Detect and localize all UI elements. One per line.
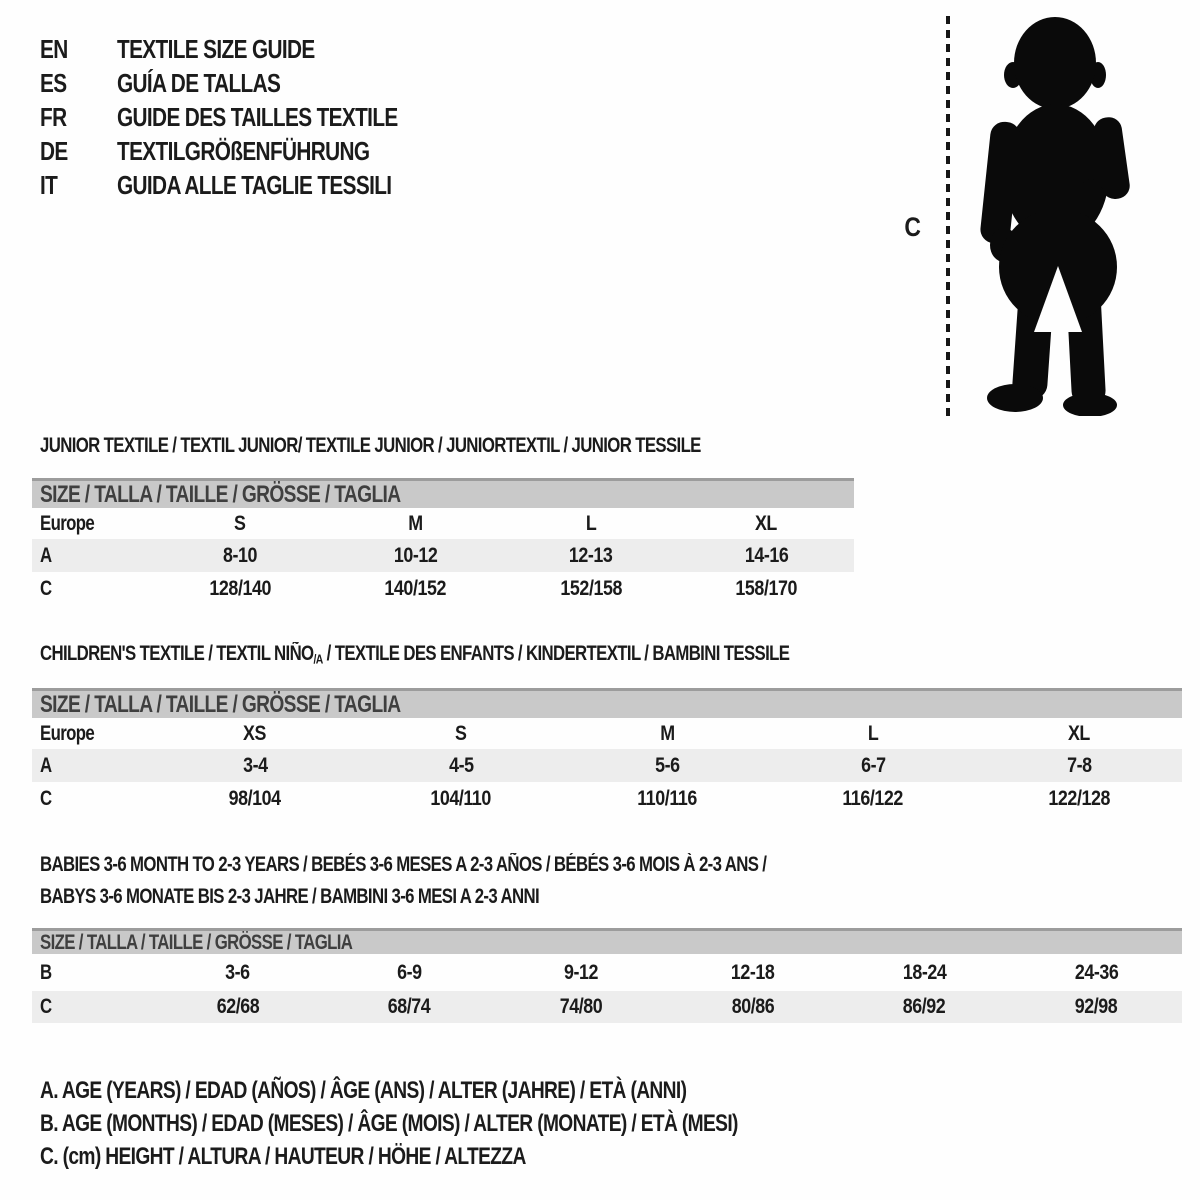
height-measure-label: C [904,212,921,242]
footnote-legend [40,1074,912,1173]
footnote-height-cm: C. (cm) HEIGHT / ALTURA / HAUTEUR / HÖHE / ALTEZZA [40,1143,526,1170]
cell-age: 24-36 [1074,960,1118,984]
cell-age: 8-10 [222,543,257,567]
guide-title-fr: GUIDE DES TAILLES TEXTILE [117,102,398,132]
language-row-es [40,66,468,100]
cell-age: 7-8 [1066,753,1092,777]
nino-a-subscript: /A [313,651,323,667]
cell-height: 140/152 [384,576,447,600]
footnote-age-years: A. AGE (YEARS) / EDAD (AÑOS) / ÂGE (ANS) / ALTER (JAHRE) / ETÀ (ANNI) [40,1077,687,1104]
cell-height: 128/140 [208,576,271,600]
column-header-size: L [867,721,879,745]
row-label: A [40,543,52,567]
cell-height: 92/98 [1074,995,1118,1018]
table-row-age-months [32,954,1182,991]
language-code: IT [40,170,58,200]
language-row-fr [40,100,468,134]
language-code: EN [40,34,68,64]
language-code: DE [40,136,68,166]
column-header-size: XL [1068,721,1090,745]
cell-height: 122/128 [1048,786,1110,810]
size-header-label: SIZE / TALLA / TAILLE / GRÖSSE / TAGLIA [40,691,401,718]
children-size-table [32,688,1182,815]
column-header-size: S [455,721,467,745]
column-header-size: M [659,721,675,745]
cell-height: 158/170 [735,576,798,600]
cell-height: 98/104 [228,786,282,810]
cell-height: 62/68 [216,995,260,1018]
babies-title-line2: BABYS 3-6 MONATE BIS 2-3 JAHRE / BAMBINI 3-6 MESI A 2-3 ANNI [40,885,539,908]
guide-title-es: GUÍA DE TALLAS [117,68,281,98]
table-row-columns [32,718,1182,749]
column-header-region: Europe [40,721,95,745]
table-row-age [32,749,1182,782]
row-label: C [40,576,52,600]
babies-size-table [32,928,1182,1023]
language-row-en [40,32,468,66]
babies-section-title [40,849,948,913]
guide-title-it: GUIDA ALLE TAGLIE TESSILI [117,170,392,200]
row-label: C [40,786,52,810]
cell-age: 6-9 [397,960,422,984]
language-title-list [40,32,468,202]
cell-age: 10-12 [393,543,438,567]
guide-title-de: TEXTILGRÖßENFÜHRUNG [117,136,370,166]
cell-height: 86/92 [903,995,946,1018]
cell-age: 3-4 [242,753,268,777]
cell-height: 116/122 [842,786,904,810]
language-row-it [40,168,468,202]
footnote-age-months: B. AGE (MONTHS) / EDAD (MESES) / ÂGE (MOIS) / ALTER (MONATE) / ETÀ (MESI) [40,1110,738,1137]
language-row-de [40,134,468,168]
cell-age: 12-13 [568,543,613,567]
language-code: FR [40,102,67,132]
size-header-bar [32,688,1182,718]
junior-section-title: JUNIOR TEXTILE / TEXTIL JUNIOR/ TEXTILE JUNIOR / JUNIORTEXTIL / JUNIOR TESSILE [40,434,701,457]
table-row-age [32,539,854,572]
row-label: A [40,753,52,777]
table-row-height [32,991,1182,1023]
size-header-bar [32,478,854,508]
row-label: C [40,995,52,1018]
cell-age: 4-5 [448,753,474,777]
size-header-label: SIZE / TALLA / TAILLE / GRÖSSE / TAGLIA [40,931,353,954]
cell-height: 152/158 [559,576,622,600]
table-row-columns [32,508,854,539]
column-header-size: S [233,511,246,535]
column-header-size: XS [243,721,267,745]
cell-height: 110/116 [637,786,697,810]
cell-age: 14-16 [744,543,789,567]
table-row-height [32,782,1182,815]
row-label: B [40,960,52,984]
cell-age: 3-6 [225,960,251,984]
cell-height: 68/74 [388,995,431,1018]
babies-title-line1: BABIES 3-6 MONTH TO 2-3 YEARS / BEBÉS 3-6 MESES A 2-3 AÑOS / BÉBÉS 3-6 MOIS À 2-3 ANS / [40,853,767,876]
cell-height: 74/80 [559,995,603,1018]
cell-height: 104/110 [430,786,492,810]
column-header-size: XL [755,511,778,535]
language-code: ES [40,68,67,98]
junior-size-table [32,478,854,605]
size-header-label: SIZE / TALLA / TAILLE / GRÖSSE / TAGLIA [40,481,401,508]
column-header-size: L [585,511,596,535]
cell-height: 80/86 [731,995,775,1018]
cell-age: 5-6 [654,753,680,777]
column-header-region: Europe [40,511,95,535]
cell-age: 18-24 [902,960,947,984]
cell-age: 6-7 [860,753,886,777]
table-row-height [32,572,854,605]
size-header-bar [32,928,1182,954]
height-measure-dashed-line [946,16,950,418]
column-header-size: M [408,511,423,535]
toddler-silhouette [963,14,1141,416]
children-section-title: CHILDREN'S TEXTILE / TEXTIL $NIÑO_{/A}$ / TEXTILE DES ENFANTS / KINDERTEXTIL / BAMBINI TESSILE [40,642,790,667]
cell-age: 9-12 [564,960,599,984]
cell-age: 12-18 [731,960,775,984]
guide-title-en: TEXTILE SIZE GUIDE [117,34,315,64]
